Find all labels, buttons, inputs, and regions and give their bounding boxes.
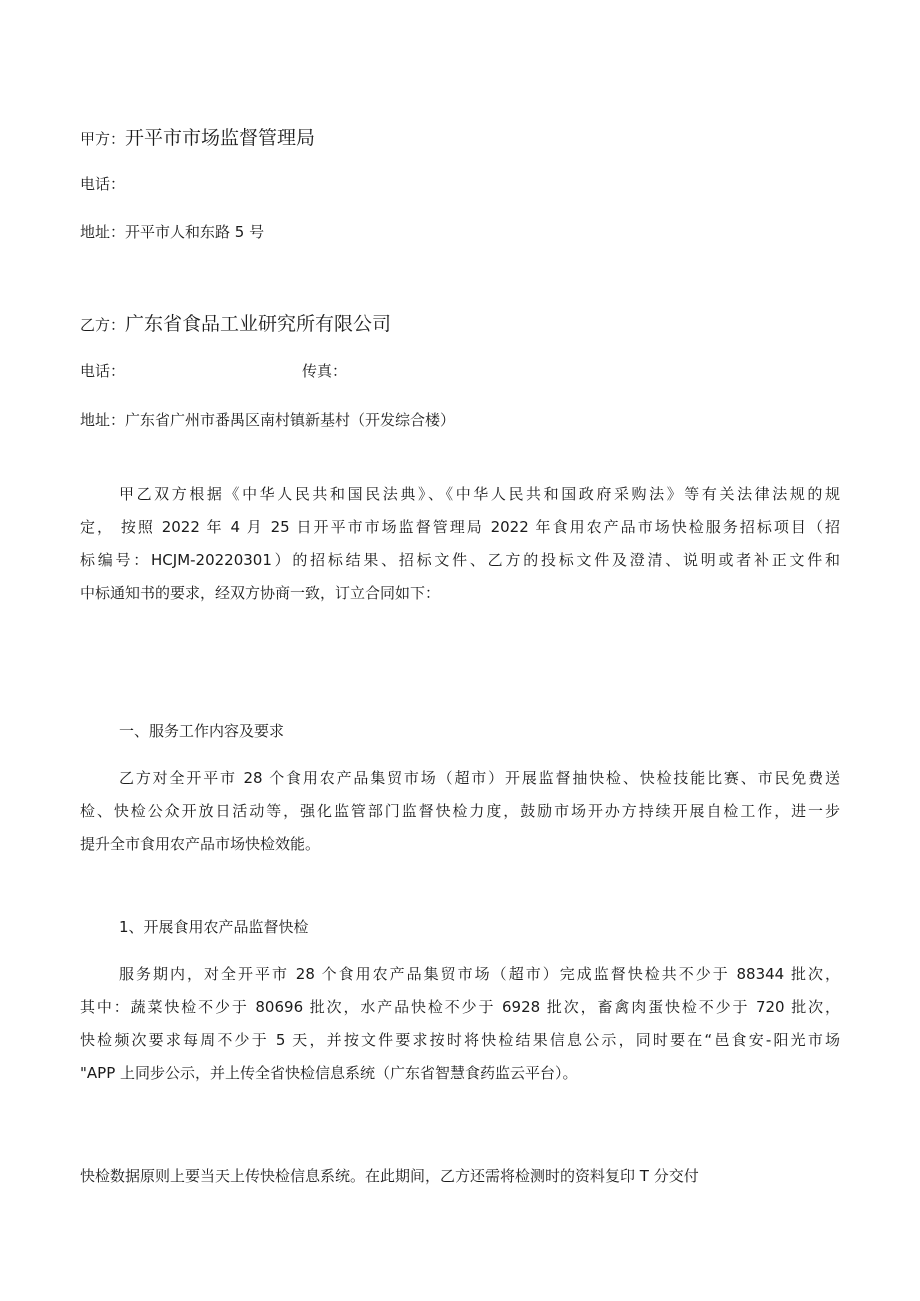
- preamble-paragraph: [80, 478, 840, 610]
- section1-line: 检、快检公众开放日活动等，强化监管部门监督快检力度，鼓励市场开办方持续开展自检工作，进一步: [80, 802, 840, 820]
- preamble-line: 甲乙双方根据《中华人民共和国民法典》、《中华人民共和国政府采购法》等有关法律法规的规: [119, 485, 840, 503]
- subsection-heading: 1、开展食用农产品监督快检: [119, 918, 309, 936]
- subsection1-line: 其中：蔬菜快检不少于 80696 批次，水产品快检不少于 6928 批次，畜禽肉蛋快检不少于 720 批次，: [80, 998, 840, 1016]
- section1-paragraph: [80, 762, 840, 861]
- subsection1-line: "APP 上同步公示，并上传全省快检信息系统（广东省智慧食药监云平台）。: [80, 1064, 578, 1082]
- preamble-line: 定， 按照 2022 年 4 月 25 日开平市市场监督管理局 2022 年食用农产品市场快检服务招标项目（招: [80, 518, 840, 536]
- party-a-name: 开平市市场监督管理局: [125, 127, 316, 149]
- section1-line: 乙方对全开平市 28 个食用农产品集贸市场（超市）开展监督抽快检、快检技能比赛、市民免费送: [119, 769, 840, 787]
- party-b-address: 地址：广东省广州市番禺区南村镇新基村（开发综合楼）: [80, 411, 456, 429]
- subsection1-line: 快检频次要求每周不少于 5 天，并按文件要求按时将快检结果信息公示，同时要在“邑食安-阳光市场: [80, 1031, 840, 1049]
- party-b-line: [80, 314, 391, 335]
- party-b-fax: 传真：: [302, 362, 348, 380]
- party-a-label: 甲方：: [80, 130, 126, 148]
- party-a-line: [80, 128, 315, 149]
- section-heading: 一、服务工作内容及要求: [119, 722, 285, 740]
- preamble-line: 标编号：HCJM-20220301）的招标结果、招标文件、乙方的投标文件及澄清、说明或者补正文件和: [80, 551, 840, 569]
- party-a-address: 地址：开平市人和东路 5 号: [80, 223, 265, 241]
- section1-line: 提升全市食用农产品市场快检效能。: [80, 835, 321, 853]
- subsection1-line: 服务期内，对全开平市 28 个食用农产品集贸市场（超市）完成监督快检共不少于 88344 批次，: [119, 965, 840, 983]
- party-b-name: 广东省食品工业研究所有限公司: [125, 313, 392, 335]
- party-b-label: 乙方：: [80, 316, 126, 334]
- party-b-phone: 电话：: [80, 362, 126, 380]
- party-a-phone: 电话：: [80, 175, 126, 193]
- subsection1-paragraph: [80, 958, 840, 1090]
- preamble-line: 中标通知书的要求，经双方协商一致，订立合同如下：: [80, 584, 441, 602]
- footer-line: 快检数据原则上要当天上传快检信息系统。在此期间，乙方还需将检测时的资料复印 T 分交付: [80, 1167, 699, 1185]
